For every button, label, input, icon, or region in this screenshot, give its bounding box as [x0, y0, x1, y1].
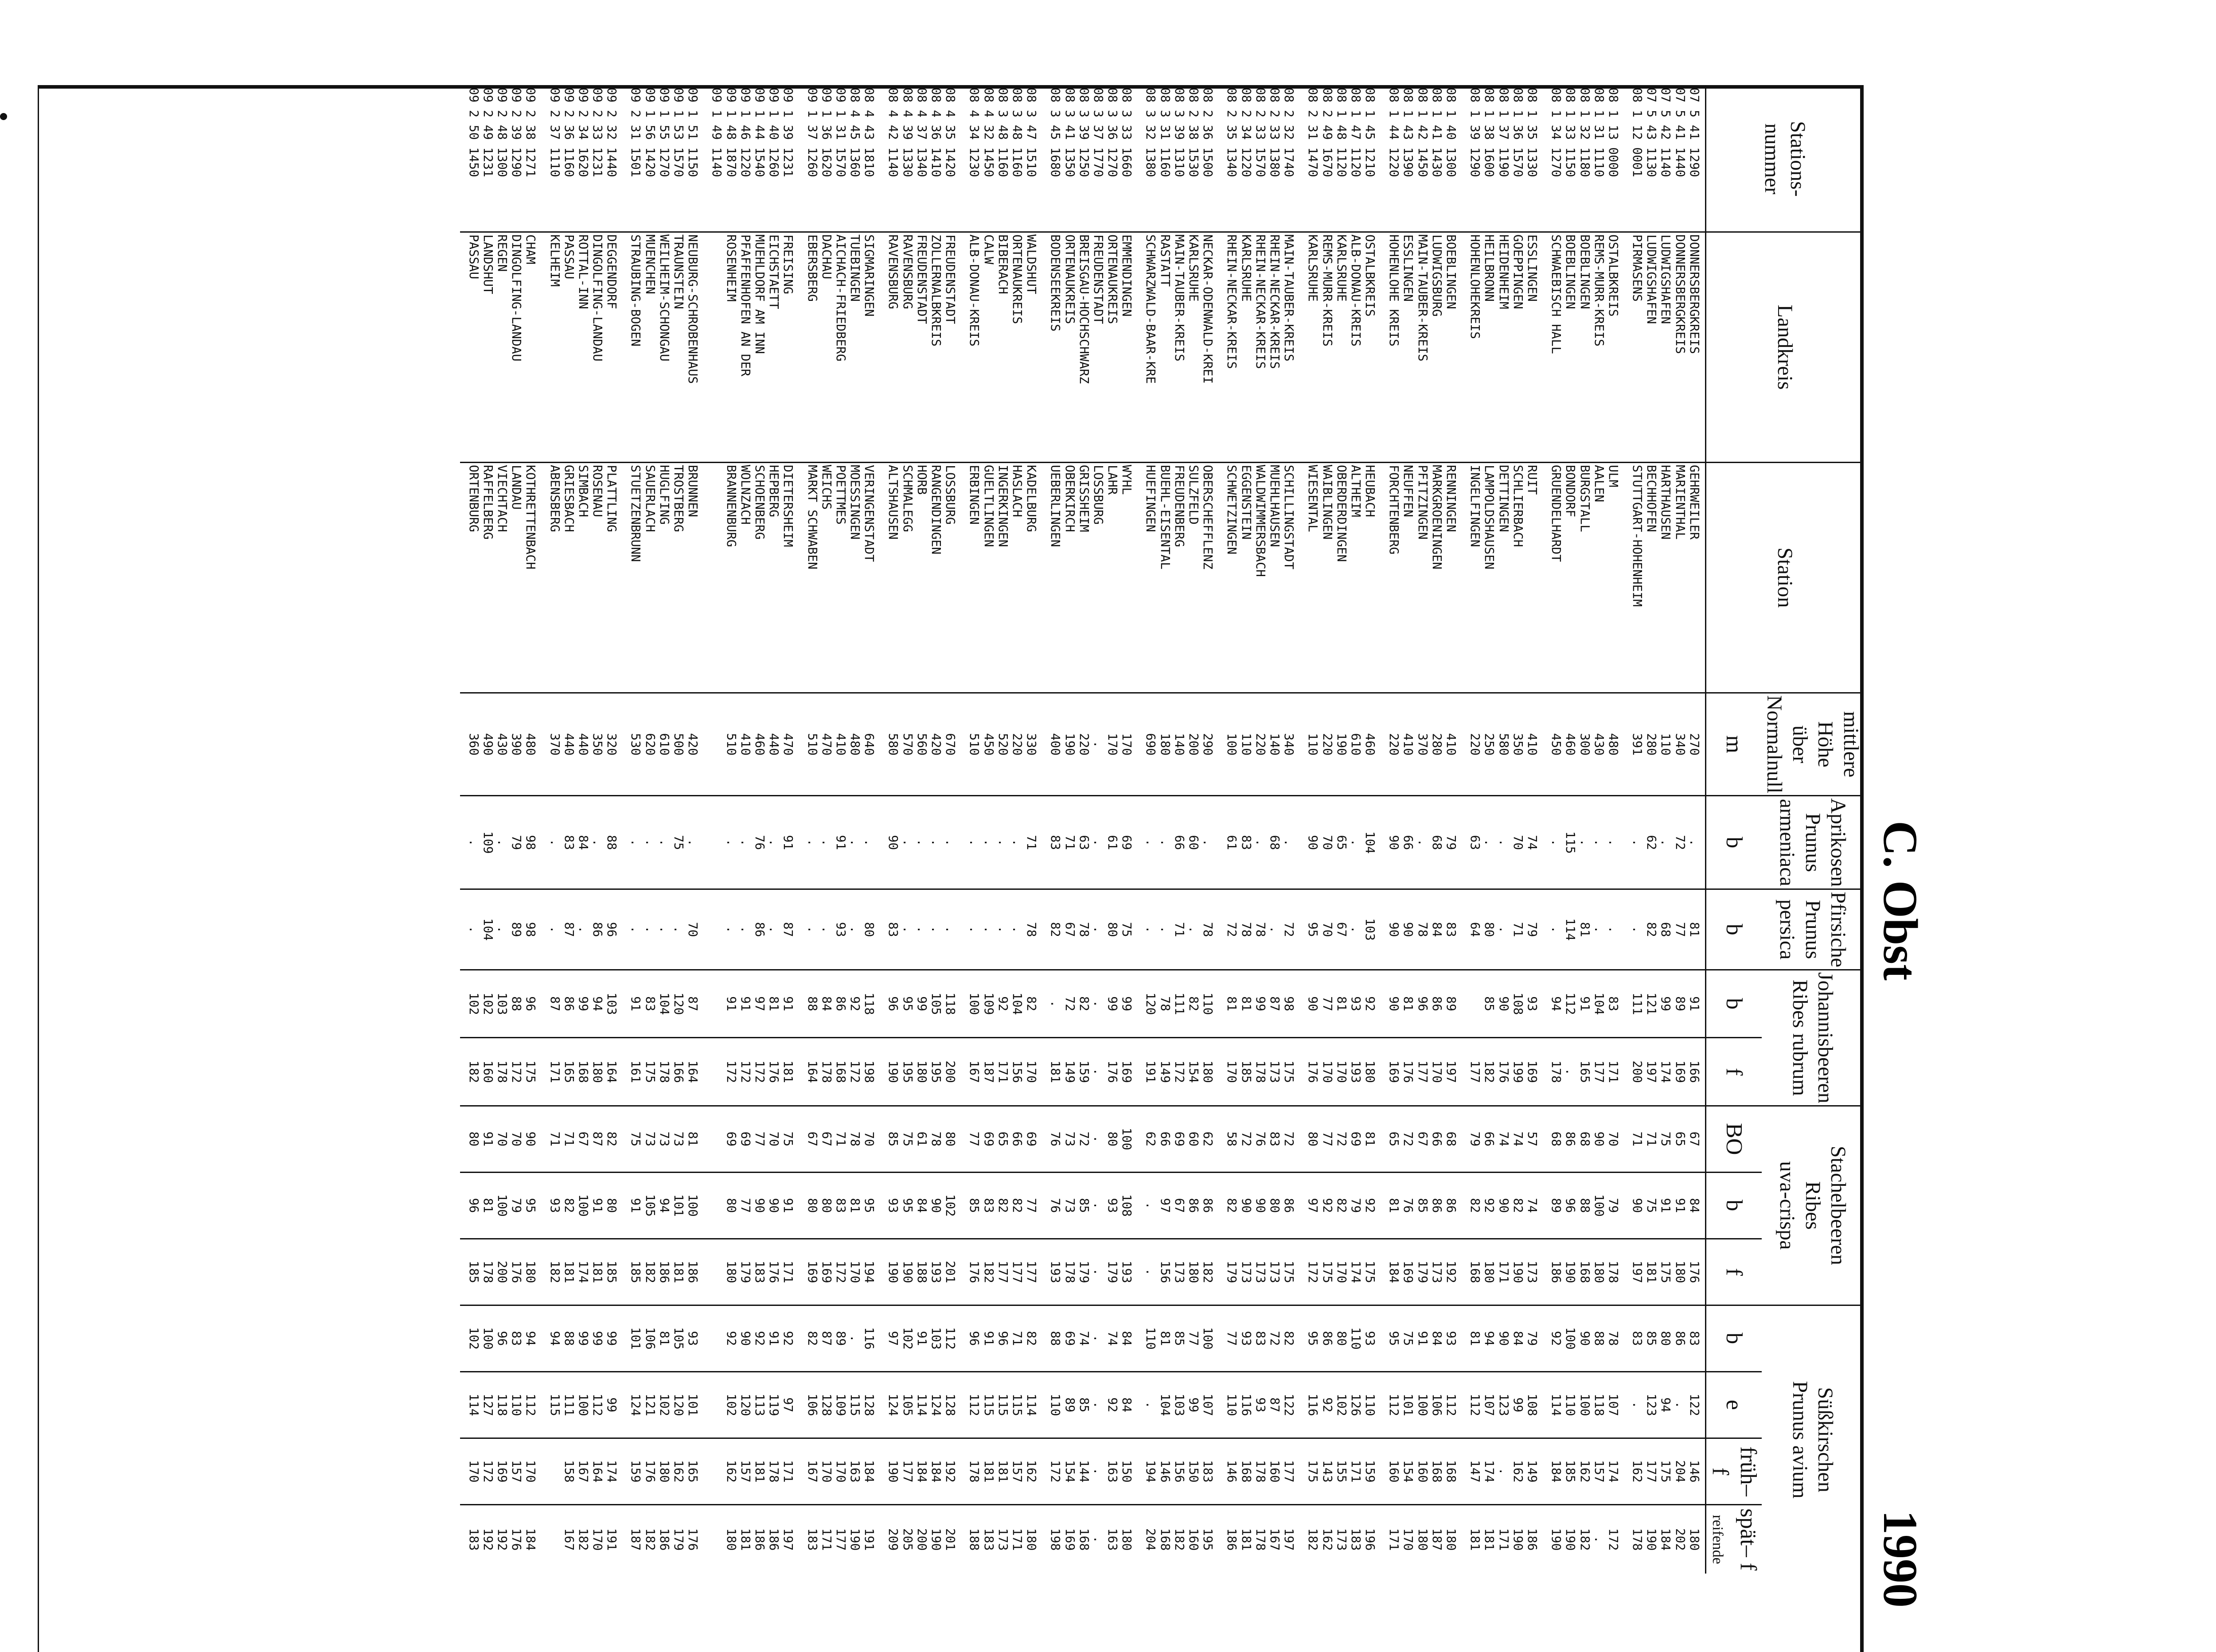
cell-joh_b: 82 104 92 109 100: [961, 970, 1042, 1037]
cell-station: BRUNNEN TROSTBERG HUGLFING SAUERLACH STUETZENBRUNN: [622, 463, 703, 693]
cell-apr: . 60 66 . .: [1137, 796, 1218, 889]
section-title: C. Obst: [1873, 821, 1927, 981]
cell-joh_f: 175 172 178 160 182: [460, 1038, 541, 1106]
cell-st_b: 86 80 90 90 82: [1218, 1172, 1299, 1239]
unit-frueh-f: f: [1708, 1467, 1733, 1475]
cell-st_b: 79 100 88 96 89: [1543, 1172, 1624, 1239]
cell-st_bo: 90 70 70 91 80: [460, 1106, 541, 1172]
cell-landkreis: WALDSHUT ORTENAUKREIS BIBERACH CALW ALB-DONAU-KREIS: [961, 232, 1042, 463]
header-pfirsiche: Pfirsiche Prunus persica: [1762, 889, 1864, 970]
cell-apr: . 68 . 83 61: [1218, 796, 1299, 889]
cell-st_f: 185 181 174 181 182: [541, 1239, 622, 1305]
cell-st_b: 91 90 90 77 80: [703, 1172, 799, 1239]
cell-su_sf: 196 183 173 162 182: [1299, 1504, 1381, 1574]
table-row: [1462, 86, 1543, 1574]
cell-hoehe: 270 340 110 280 391: [1624, 693, 1705, 796]
cell-hoehe: 420 500 610 620 530: [622, 693, 703, 796]
cell-su_sf: 197 167 178 181 186: [1218, 1504, 1299, 1574]
rotated-page: [77, 85, 1927, 1652]
unit-hoehe: m: [1705, 693, 1761, 796]
cell-st_b: 77 82 82 83 85: [961, 1172, 1042, 1239]
cell-st_b: 102 90 84 95 93: [880, 1172, 961, 1239]
cell-su_ff: 168 168 160 154 160: [1381, 1438, 1462, 1504]
cell-st_b: 86 86 85 76 81: [1381, 1172, 1462, 1239]
table-body: [460, 86, 1705, 1574]
cell-apr: . 72 . 62 .: [1624, 796, 1705, 889]
cell-st_b: 86 86 67 97 .: [1137, 1172, 1218, 1239]
table-row: [1299, 86, 1381, 1574]
cell-su_sf: 180 187 180 170 171: [1381, 1504, 1462, 1574]
cell-id: 09 1 51 1150 09 1 53 1570 09 1 55 1270 09 1 56 1420 09 2 31 1501: [628, 87, 701, 177]
cell-apr: 69 61 . 63 71 83: [1042, 796, 1137, 889]
year-label: 1990: [1873, 1510, 1927, 1608]
cell-su_b: 78 88 90 100 92: [1543, 1305, 1624, 1371]
cell-joh_f: 181 176 172 172 172: [703, 1038, 799, 1106]
cell-apr: . . . 115 .: [1543, 796, 1624, 889]
cell-station: VERINGENSTADT MOESSINGEN POETTMES WEICHS MARKT SCHWABEN: [799, 463, 880, 693]
cell-su_sf: 180 163 . 168 169 198: [1042, 1504, 1137, 1574]
cell-pfi: 96 86 . 87 .: [541, 889, 622, 970]
cell-pfi: 75 80 . 78 67 82: [1042, 889, 1137, 970]
header-landkreis: Landkreis: [1705, 232, 1864, 463]
cell-su_e: 108 99 123 107 112: [1462, 1371, 1543, 1438]
cell-id: 09 2 32 1440 09 2 33 1231 09 2 34 1620 09 2 36 1160 09 2 37 1110: [547, 87, 620, 177]
cell-hoehe: 170 170 . 220 190 400: [1042, 693, 1137, 796]
cell-pfi: 72 . 78 78 72: [1218, 889, 1299, 970]
cell-id: 08 1 35 1330 08 1 36 1570 08 1 37 1190 08 1 38 1600 08 1 39 1290: [1468, 87, 1540, 177]
cell-pfi: 80 . 93 . .: [799, 889, 880, 970]
cell-st_f: 192 173 179 169 184: [1381, 1239, 1462, 1305]
table-row: [541, 86, 622, 1574]
cell-su_ff: 165 162 180 176 159: [622, 1438, 703, 1504]
cell-landkreis: FREUDENSTADT ZOLLERNALBKREIS FREUDENSTADT RAVENSBURG RAVENSBURG: [880, 232, 961, 463]
cell-st_bo: 75 70 77 69 69: [703, 1106, 799, 1172]
cell-apr: 74 70 . . 63: [1462, 796, 1543, 889]
unit-johannis-b: b: [1705, 970, 1761, 1037]
cell-joh_f: 164 166 178 175 161: [622, 1038, 703, 1106]
cell-pfi: 81 77 68 82 .: [1624, 889, 1705, 970]
cell-hoehe: 470 440 460 410 510: [703, 693, 799, 796]
cell-id: 08 4 43 1810 08 4 45 1360 09 1 31 1570 09 1 36 1620 09 1 37 1260: [805, 87, 877, 177]
cell-hoehe: 290 200 140 180 690: [1137, 693, 1218, 796]
cell-st_f: 201 193 188 190 190: [880, 1239, 961, 1305]
cell-su_e: 122 . 94 123 .: [1624, 1371, 1705, 1438]
unit-aprikosen-b: b: [1705, 796, 1761, 889]
cell-hoehe: 410 280 370 410 220: [1381, 693, 1462, 796]
cell-su_sf: 186 190 171 181 181: [1462, 1504, 1543, 1574]
cell-landkreis: ESSLINGEN GOEPPINGEN HEIDENHEIM HEILBRONN HOHENLOHEKREIS: [1462, 232, 1543, 463]
phenology-table: [460, 85, 1864, 1574]
cell-st_b: 95 81 83 80 80: [799, 1172, 880, 1239]
cell-station: DIETERSHEIM HEPBERG SCHOENBERG WOLNZACH BRANNENBURG: [703, 463, 799, 693]
unit-johannis-f: f: [1705, 1038, 1761, 1106]
cell-joh_b: 98 87 99 81 81: [1218, 970, 1299, 1037]
cell-su_ff: 192 184 184 177 190: [880, 1438, 961, 1504]
cell-st_b: 100 101 94 105 91: [622, 1172, 703, 1239]
label-frueh: früh–: [1735, 1446, 1761, 1496]
cell-su_e: 107 99 103 104 .: [1137, 1371, 1218, 1438]
cell-joh_b: 91 89 99 121 111: [1624, 970, 1705, 1037]
header-hoehe: mittlere Höhe über Normalnull: [1762, 693, 1864, 796]
cell-joh_f: 200 195 180 195 190: [880, 1038, 961, 1106]
cell-id: 09 2 38 1271 09 2 39 1290 09 2 48 1300 09 2 49 1231 09 2 50 1450: [466, 87, 538, 177]
cell-st_f: 175 173 173 173 179: [1218, 1239, 1299, 1305]
cell-hoehe: 480 390 430 490 360: [460, 693, 541, 796]
cell-joh_f: 164 180 168 165 171: [541, 1038, 622, 1106]
cell-id: 08 1 40 1300 08 1 41 1430 08 1 42 1450 08 1 43 1390 08 1 44 1220: [1387, 87, 1459, 177]
cell-pfi: . . 81 114 .: [1543, 889, 1624, 970]
cell-joh_b: 89 86 96 81 90: [1381, 970, 1462, 1037]
cell-joh_f: 169 176 . 159 149 181: [1042, 1038, 1137, 1106]
cell-landkreis: OSTALBKREIS ALB-DONAU-KREIS KARLSRUHE REMS-MURR-KREIS KARLSRUHE: [1299, 232, 1381, 463]
cell-pfi: . . . . 83: [880, 889, 961, 970]
cell-joh_f: 166 169 174 197 200: [1624, 1038, 1705, 1106]
cell-su_e: 122 87 93 116 110: [1218, 1371, 1299, 1438]
table-row: [622, 86, 703, 1574]
cell-su_e: 110 126 102 92 116: [1299, 1371, 1381, 1438]
cell-hoehe: 640 480 410 470 510: [799, 693, 880, 796]
cell-su_b: 112 103 91 102 97: [880, 1305, 961, 1371]
cell-pfi: 83 84 78 90 90: [1381, 889, 1462, 970]
cell-station: GEHRWEILER MARIENTHAL HARTHAUSEN BECHHOFEN STUTTGART-HOHENHEIM: [1624, 463, 1705, 693]
cell-joh_f: 198 172 168 178 164: [799, 1038, 880, 1106]
cell-su_ff: 146 204 175 177 162: [1624, 1438, 1705, 1504]
cell-station: LOSSBURG RANGENDINGEN HORB SCHMALEGG ALTSHAUSEN: [880, 463, 961, 693]
cell-pfi: 70 . . . .: [622, 889, 703, 970]
cell-su_b: 93 105 81 106 101: [622, 1305, 703, 1371]
unit-suess-frueh-f: [1705, 1438, 1761, 1504]
cell-su_e: 97 119 113 120 102: [703, 1371, 799, 1438]
cell-st_f: 194 170 172 169 169: [799, 1239, 880, 1305]
cell-su_b: 84 74 . 74 69 88: [1042, 1305, 1137, 1371]
cell-su_ff: 170 157 169 172 170: [460, 1438, 541, 1504]
cell-su_ff: 177 160 178 168 146: [1218, 1438, 1299, 1504]
cell-landkreis: OSTALBKREIS REMS-MURR-KREIS BOEBLINGEN BOEBLINGEN SCHWAEBISCH HALL: [1543, 232, 1624, 463]
cell-st_b: 95 79 100 81 96: [460, 1172, 541, 1239]
cell-joh_f: 171 177 165 . 178: [1543, 1038, 1624, 1106]
cell-st_bo: 80 78 61 75 85: [880, 1106, 961, 1172]
cell-su_b: 93 110 80 86 95: [1299, 1305, 1381, 1371]
header-aprikosen: Aprikosen Prunus armeniaca: [1762, 796, 1864, 889]
cell-joh_b: 91 81 97 91 91: [703, 970, 799, 1037]
unit-suess-b: b: [1705, 1305, 1761, 1371]
cell-id: 08 4 35 1420 08 4 36 1410 08 4 37 1340 08 4 39 1330 08 4 42 1140: [886, 87, 958, 177]
cell-landkreis: NEUBURG-SCHROBENHAUS TRAUNSTEIN WEILHEIM-SCHONGAU MUENCHEN STRAUBING-BOGEN: [622, 232, 703, 463]
cell-station: RUIT SCHLIERBACH DETTINGEN LAMPOLDSHAUSEN INGELFINGEN: [1462, 463, 1543, 693]
cell-landkreis: MAIN-TAUBER-KREIS RHEIN-NECKAR-KREIS RHEIN-NECKAR-KREIS KARLSRUHE RHEIN-NECKAR-KREIS: [1218, 232, 1299, 463]
cell-st_bo: 81 73 73 73 75: [622, 1106, 703, 1172]
unit-pfirsiche-b: b: [1705, 889, 1761, 970]
cell-su_b: 93 84 91 75 95: [1381, 1305, 1462, 1371]
cell-su_e: 107 118 100 110 114: [1543, 1371, 1624, 1438]
cell-st_f: 186 181 186 182 185: [622, 1239, 703, 1305]
cell-apr: . . . . 90: [880, 796, 961, 889]
table-row: [1137, 86, 1218, 1574]
cell-su_e: 112 106 100 101 112: [1381, 1371, 1462, 1438]
cell-su_sf: 195 160 182 168 204: [1137, 1504, 1218, 1574]
cell-station: RENNINGEN MARKGROENINGEN PFITZINGEN NEUFFEN FORCHTENBERG: [1381, 463, 1462, 693]
cell-joh_b: 118 105 99 95 96: [880, 970, 961, 1037]
cell-landkreis: EMMENDINGEN ORTENAUKREIS FREUDENSTADT BREISGAU-HOCHSCHWARZ ORTENAUKREIS BODENSEEKREIS: [1042, 232, 1137, 463]
cell-apr: 98 79 . 109 .: [460, 796, 541, 889]
cell-joh_b: 118 92 86 84 88: [799, 970, 880, 1037]
cell-apr: 71 . . . .: [961, 796, 1042, 889]
cell-id: 09 1 39 1231 09 1 40 1260 09 1 44 1540 09 1 46 1220 09 1 48 1870 09 1 49 1140: [710, 87, 796, 177]
cell-station: OBERSCHEFFLENZ SULZFELD FREUDENBERG BUEHL-EISENTAL HUEFINGEN: [1137, 463, 1218, 693]
cell-su_sf: 197 186 186 181 180: [703, 1504, 799, 1574]
cell-st_b: 80 91 100 82 93: [541, 1172, 622, 1239]
cell-landkreis: BOEBLINGEN LUDWIGSBURG MAIN-TAUBER-KREIS ESSLINGEN HOHENLOHE KREIS: [1381, 232, 1462, 463]
cell-joh_b: 110 82 111 78 120: [1137, 970, 1218, 1037]
cell-pfi: 98 89 . 104 .: [460, 889, 541, 970]
table-row: [703, 86, 799, 1574]
cell-su_sf: 176 179 186 182 187: [622, 1504, 703, 1574]
table-row: [1218, 86, 1299, 1574]
cell-st_bo: 70 78 71 67 67: [799, 1106, 880, 1172]
cell-landkreis: SIGMARINGEN TUEBINGEN AICHACH-FRIEDBERG DACHAU EBERSBERG: [799, 232, 880, 463]
cell-joh_b: 93 108 90 85: [1462, 970, 1543, 1037]
cell-su_b: 92 91 92 90 92: [703, 1305, 799, 1371]
cell-joh_b: 87 120 104 83 91: [622, 970, 703, 1037]
cell-su_b: 100 77 85 81 110: [1137, 1305, 1218, 1371]
cell-apr: 91 . 76 . .: [703, 796, 799, 889]
label-spaet: spät–: [1735, 1508, 1761, 1557]
cell-su_sf: 172 . 182 190 190: [1543, 1504, 1624, 1574]
cell-st_f: 171 176 183 179 180: [703, 1239, 799, 1305]
cell-station: SCHILLINGSTADT MUEHLHAUSEN WALDWIMMERSBACH EGGENSTEIN SCHWETZINGEN: [1218, 463, 1299, 693]
cell-st_bo: 68 66 67 72 65: [1381, 1106, 1462, 1172]
cell-hoehe: 460 610 190 220 110: [1299, 693, 1381, 796]
cell-landkreis: NECKAR-ODENWALD-KREI KARLSRUHE MAIN-TAUBER-KREIS RASTATT SCHWARZWALD-BAAR-KRE: [1137, 232, 1218, 463]
cell-st_bo: 67 65 75 71 71: [1624, 1106, 1705, 1172]
cell-id: 08 1 45 1210 08 1 47 1120 08 1 48 1120 08 2 49 1670 08 2 31 1470: [1306, 87, 1378, 177]
header-johannisbeeren: Johannisbeeren Ribes rubrum: [1762, 970, 1864, 1106]
cell-st_f: 182 180 173 156 .: [1137, 1239, 1218, 1305]
cell-joh_b: 83 104 91 112 94: [1543, 970, 1624, 1037]
cell-st_f: 193 179 . 179 178 193: [1042, 1239, 1137, 1305]
table-row: [880, 86, 961, 1574]
cell-su_e: 128 124 114 105 124: [880, 1371, 961, 1438]
cell-apr: 104 . 65 70 90: [1299, 796, 1381, 889]
cell-su_sf: 191 190 177 171 183: [799, 1504, 880, 1574]
cell-id: 08 2 32 1740 08 2 33 1380 08 2 33 1570 08 2 34 1220 08 2 35 1340: [1225, 87, 1297, 177]
cell-joh_b: 103 94 99 86 87: [541, 970, 622, 1037]
cell-id: 07 5 41 1290 07 5 41 1440 07 5 42 1140 07 5 43 1130 08 1 12 0001: [1630, 87, 1702, 177]
cell-joh_f: 197 170 177 176 169: [1381, 1038, 1462, 1106]
cell-hoehe: 340 140 220 110 100: [1218, 693, 1299, 796]
cell-su_sf: 184 176 192 192 183: [460, 1504, 541, 1574]
unit-spaet-f: f: [1735, 1562, 1761, 1571]
cell-su_b: 99 99 99 88 94: [541, 1305, 622, 1371]
cell-su_e: 99 112 100 111 115: [541, 1371, 622, 1438]
cell-joh_b: 99 99 . 82 72 .: [1042, 970, 1137, 1037]
unit-stachel-bo: BO: [1705, 1106, 1761, 1172]
table-row: [1624, 86, 1705, 1574]
cell-id: 08 1 13 0000 08 1 31 1110 08 1 32 1180 08 1 33 1150 08 1 34 1270: [1549, 87, 1621, 177]
cell-hoehe: 480 430 300 460 450: [1543, 693, 1624, 796]
unit-stachel-f: f: [1705, 1239, 1761, 1305]
cell-st_f: 178 180 168 190 186: [1543, 1239, 1624, 1305]
cell-station: ULM AALEN BURGSTALL BONDORF GRUENDELHARDT: [1543, 463, 1624, 693]
cell-su_b: 82 71 96 91 96: [961, 1305, 1042, 1371]
cell-su_sf: 191 170 182 167: [541, 1504, 622, 1574]
cell-apr: . . 91 . .: [799, 796, 880, 889]
cell-pfi: 78 . 71 . .: [1137, 889, 1218, 970]
cell-joh_f: 175 173 178 185 170: [1218, 1038, 1299, 1106]
cell-su_sf: 201 190 200 205 209: [880, 1504, 961, 1574]
cell-station: KADELBURG HASLACH INGERKINGEN GUELTLINGEN ERBINGEN: [961, 463, 1042, 693]
cell-su_ff: 174 164 167 158: [541, 1438, 622, 1504]
cell-st_bo: 82 87 67 71 71: [541, 1106, 622, 1172]
header-stachelbeeren: Stachelbeeren Ribes uva-crispa: [1762, 1106, 1864, 1305]
cell-hoehe: 320 350 440 440 370: [541, 693, 622, 796]
table-row: [799, 86, 880, 1574]
cell-st_bo: 69 66 65 69 77: [961, 1106, 1042, 1172]
cell-hoehe: 410 350 580 250 220: [1462, 693, 1543, 796]
cell-landkreis: FREISING EICHSTAETT MUEHLDORF AM INN PFAFFENHOFEN AN DER ROSENHEIM: [703, 232, 799, 463]
cell-apr: 88 . 84 83 .: [541, 796, 622, 889]
cell-su_b: 79 84 90 94 81: [1462, 1305, 1543, 1371]
cell-station: PLATTLING ROSENAU SIMBACH GRIESBACH ABENSBERG: [541, 463, 622, 693]
cell-su_e: 84 92 . 85 89 110: [1042, 1371, 1137, 1438]
cell-landkreis: CHAM DINGOLFING-LANDAU REGEN LANDSHUT PASSAU: [460, 232, 541, 463]
cell-su_b: 116 . 89 87 82: [799, 1305, 880, 1371]
cell-joh_b: 92 93 81 77 90: [1299, 970, 1381, 1037]
cell-st_f: 176 180 175 181 197: [1624, 1239, 1705, 1305]
cell-su_b: 94 83 96 100 102: [460, 1305, 541, 1371]
cell-st_bo: 100 80 . 72 73 76: [1042, 1106, 1137, 1172]
cell-su_e: 114 115 115 115 112: [961, 1371, 1042, 1438]
cell-st_bo: 70 90 68 86 68: [1543, 1106, 1624, 1172]
cell-landkreis: DONNERSBERGKREIS DONNERSBERGKREIS LUDWIGSHAFEN LUDWIGSHAFEN PIRMASENS: [1624, 232, 1705, 463]
cell-su_e: 101 120 102 121 124: [622, 1371, 703, 1438]
cell-id: 08 3 33 1660 08 3 36 1270 08 3 37 1770 08 3 39 1250 08 3 41 1350 08 3 45 1680: [1048, 87, 1135, 177]
cell-st_f: 175 174 170 175 172: [1299, 1239, 1381, 1305]
cell-pfi: 78 . . . .: [961, 889, 1042, 970]
header-station-id: Stations- nummer: [1705, 86, 1864, 232]
table-row: [460, 86, 541, 1574]
cell-pfi: 79 71 . 80 64: [1462, 889, 1543, 970]
cell-su_ff: 174 157 162 185 184: [1543, 1438, 1624, 1504]
cell-station: HEUBACH ALTHEIM OBERDERDINGEN WAIBLINGEN WIESENTAL: [1299, 463, 1381, 693]
cell-joh_f: 180 154 172 149 191: [1137, 1038, 1218, 1106]
cell-id: 08 2 36 1500 08 2 38 1530 08 3 39 1310 08 3 31 1160 08 3 32 1380: [1143, 87, 1216, 177]
table-row: [1543, 86, 1624, 1574]
cell-joh_f: 170 156 171 187 167: [961, 1038, 1042, 1106]
table-row: [1381, 86, 1462, 1574]
bullet-mark: [0, 113, 7, 120]
cell-st_b: 84 91 91 75 90: [1624, 1172, 1705, 1239]
label-reifende: reifende: [1709, 1515, 1726, 1564]
table-row: [1042, 86, 1137, 1574]
cell-apr: . 75 . . .: [622, 796, 703, 889]
cell-su_b: 82 72 83 93 77: [1218, 1305, 1299, 1371]
cell-st_bo: 57 74 74 66 79: [1462, 1106, 1543, 1172]
cell-station: KOTHRETTENBACH LANDAU VIECHTACH RAFFELBERG ORTENBURG: [460, 463, 541, 693]
cell-su_e: 112 110 118 127 114: [460, 1371, 541, 1438]
cell-landkreis: DEGGENDORF DINGOLFING-LANDAU ROTTAL-INN PASSAU KELHEIM: [541, 232, 622, 463]
cell-su_b: 83 86 80 85 83: [1624, 1305, 1705, 1371]
header-station: Station: [1705, 463, 1864, 693]
cell-su_ff: 162 157 181 181 178: [961, 1438, 1042, 1504]
cell-st_b: 74 82 90 92 82: [1462, 1172, 1543, 1239]
cell-su_ff: 171 178 181 157 162: [703, 1438, 799, 1504]
cell-st_f: 177 177 177 182 176: [961, 1239, 1042, 1305]
cell-joh_b: 96 88 103 102 102: [460, 970, 541, 1037]
cell-su_ff: 159 171 155 143 175: [1299, 1438, 1381, 1504]
cell-st_bo: 81 69 72 77 80: [1299, 1106, 1381, 1172]
cell-st_f: 173 190 171 180 168: [1462, 1239, 1543, 1305]
table-row: [961, 86, 1042, 1574]
cell-su_ff: 183 150 156 146 194: [1137, 1438, 1218, 1504]
cell-joh_f: 169 199 176 182 177: [1462, 1038, 1543, 1106]
cell-su_ff: 150 163 . 144 154 172: [1042, 1438, 1137, 1504]
cell-st_bo: 62 60 69 66 62: [1137, 1106, 1218, 1172]
cell-su_e: 128 115 109 128 106: [799, 1371, 880, 1438]
cell-pfi: 103 . 67 70 95: [1299, 889, 1381, 970]
unit-suess-e: e: [1705, 1371, 1761, 1438]
cell-su_ff: 149 162 . 174 147: [1462, 1438, 1543, 1504]
cell-st_bo: 72 83 76 72 58: [1218, 1106, 1299, 1172]
cell-su_sf: 180 202 184 190 178: [1624, 1504, 1705, 1574]
cell-st_b: 108 93 . 85 73 76: [1042, 1172, 1137, 1239]
cell-st_f: 180 176 200 178 185: [460, 1239, 541, 1305]
cell-su_sf: 180 171 173 183 188: [961, 1504, 1042, 1574]
cell-apr: 79 68 . 66 90: [1381, 796, 1462, 889]
cell-pfi: 87 . 86 . .: [703, 889, 799, 970]
unit-suess-spaet-f: [1705, 1504, 1761, 1574]
page-header: [1875, 85, 1928, 1652]
cell-hoehe: 670 420 560 570 580: [880, 693, 961, 796]
cell-id: 08 3 47 1510 08 3 48 1160 08 3 48 1160 08 4 32 1450 08 4 34 1230: [967, 87, 1039, 177]
cell-hoehe: 330 220 520 450 510: [961, 693, 1042, 796]
unit-stachel-b: b: [1705, 1172, 1761, 1239]
cell-su_ff: 184 163 170 170 167: [799, 1438, 880, 1504]
cell-station: WYHL LAHR LOSSBURG GRISSHEIM OBERKIRCH UEBERLINGEN: [1042, 463, 1137, 693]
header-suesskirschen: Süßkirschen Prunus avium: [1762, 1305, 1864, 1574]
cell-joh_f: 180 193 170 170 176: [1299, 1038, 1381, 1106]
cell-st_b: 92 79 82 92 97: [1299, 1172, 1381, 1239]
